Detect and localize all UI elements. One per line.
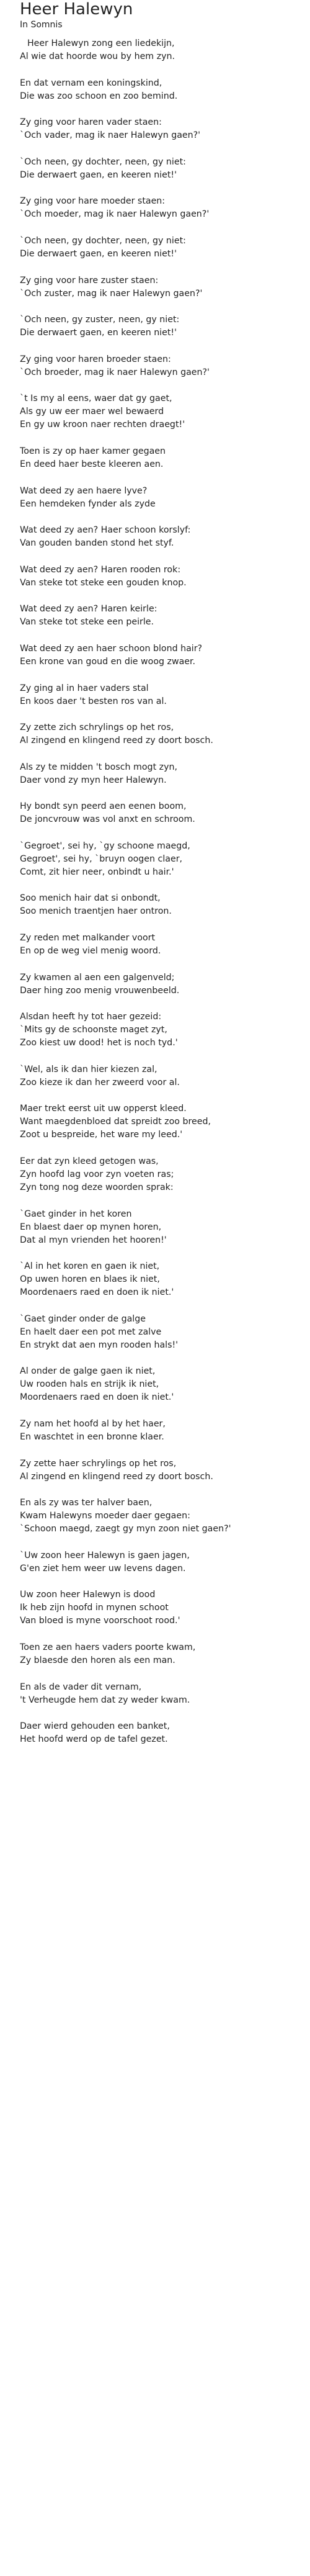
stanza: [20, 235, 310, 261]
poem-line: Al zingend en klingend reed zy doort bosch.: [20, 1471, 213, 1482]
poem-line: Die derwaert gaen, en keeren niet!': [20, 328, 177, 338]
poem-line: `t Is my al eens, waer dat gy gaet,: [20, 394, 172, 404]
poem-line: Zy ging voor hare moeder staen:: [20, 196, 166, 207]
stanza: [20, 77, 310, 103]
poem-body: [20, 37, 310, 1746]
poem-line: Een hemdeken fynder als zyde: [20, 498, 156, 509]
stanza: [20, 642, 310, 669]
poem-line: Als zy te midden 't bosch mogt zyn,: [20, 762, 177, 772]
poem-line: Zy zette haer schrylings op het ros,: [20, 1458, 177, 1469]
poem-line: Het hoofd werd op de tafel gezet.: [20, 1734, 168, 1745]
poem-line: Die derwaert gaen, en keeren niet!': [20, 248, 177, 259]
poem-line: Ik heb zijn hoofd in mynen schoot: [20, 1603, 169, 1613]
poem-line: `Wel, als ik dan hier kiezen zal,: [20, 1064, 157, 1074]
poem-line: `Gegroet', sei hy, `gy schoone maegd,: [20, 840, 190, 851]
stanza: [20, 1497, 310, 1536]
poem-line: Toen is zy op haer kamer gegaen: [20, 446, 166, 456]
poem-line: Zy ging voor hare zuster staen:: [20, 275, 159, 286]
poem-line: Heer Halewyn zong een liedekijn,: [27, 38, 175, 48]
stanza: [20, 156, 310, 182]
stanza: [20, 682, 310, 708]
poem-line: Daer vond zy myn heer Halewyn.: [20, 775, 167, 785]
poem-line: Al onder de galge gaen ik niet,: [20, 1366, 156, 1377]
poem-line: Al wie dat hoorde wou by hem zyn.: [20, 52, 175, 61]
poem-line: Zy blaesde den horen als een man.: [20, 1655, 175, 1665]
poem-line: Gegroet', sei hy, `bruyn oogen claer,: [20, 853, 183, 864]
poem-line: En koos daer 't besten ros van al.: [20, 696, 167, 706]
stanza: [20, 603, 310, 629]
poem-line: Alsdan heeft hy tot haer gezeid:: [20, 1012, 162, 1022]
poem-line: Zy ging voor haren vader staen:: [20, 117, 162, 128]
poem-line: Die was zoo schoon en zoo bemind.: [20, 91, 178, 101]
poem-line: `Och vader, mag ik naer Halewyn gaen?': [20, 130, 201, 141]
poem-line: En gy uw kroon naer rechten draegt!': [20, 420, 185, 430]
stanza: [20, 971, 310, 998]
poem-line: En als zy was ter halver baen,: [20, 1498, 153, 1508]
stanza: [20, 1155, 310, 1194]
poem-line: `Gaet ginder in het koren: [20, 1209, 132, 1219]
poem-line: En dat vernam een koningskind,: [20, 78, 162, 88]
poem-line: Toen ze aen haers vaders poorte kwam,: [20, 1642, 196, 1652]
poem-title: Heer Halewyn: [20, 0, 133, 19]
poem-line: En blaest daer op mynen horen,: [20, 1222, 162, 1232]
poem-line: `Och neen, gy zuster, neen, gy niet:: [20, 315, 180, 325]
stanza: [20, 1641, 310, 1667]
stanza: [20, 1457, 310, 1484]
poem-line: `Al in het koren en gaen ik niet,: [20, 1261, 160, 1272]
poem-line: Daer wierd gehouden een banket,: [20, 1721, 170, 1732]
stanza: [20, 37, 310, 63]
stanza: [20, 932, 310, 958]
poem-line: Wat deed zy aen haere lyve?: [20, 485, 148, 496]
poem-line: Van steke tot steke een gouden knop.: [20, 577, 187, 588]
poem-line: `Och neen, gy dochter, neen, gy niet:: [20, 156, 186, 167]
poem-line: Zy kwamen al aen een galgenveld;: [20, 972, 175, 983]
poem-line: Dat al myn vrienden het hooren!': [20, 1235, 167, 1245]
poem-line: Uw zoon heer Halewyn is dood: [20, 1590, 156, 1600]
poem-line: Zoot u bespreide, het ware my leed.': [20, 1130, 183, 1140]
stanza: [20, 892, 310, 918]
stanza: [20, 524, 310, 550]
poem-line: En waschtet in een bronne klaer.: [20, 1432, 164, 1442]
poem-line: Moordenaers raed en doen ik niet.': [20, 1287, 174, 1298]
poem-line: Zy reden met malkander voort: [20, 933, 156, 943]
poem-line: G'en ziet hem weer uw levens dagen.: [20, 1563, 186, 1574]
poem-line: En haelt daer een pot met zalve: [20, 1326, 162, 1337]
poem-line: Al zingend en klingend reed zy doort bosch.: [20, 736, 213, 746]
stanza: [20, 1681, 310, 1707]
poem-line: `Mits gy de schoonste maget zyt,: [20, 1025, 167, 1035]
poem-line: Zy ging voor haren broeder staen:: [20, 354, 171, 364]
stanza: [20, 1418, 310, 1444]
poem-line: Want maegdenbloed dat spreidt zoo breed,: [20, 1117, 211, 1127]
poem-line: Van bloed is myne voorschoot rood.': [20, 1616, 180, 1626]
poem-line: Kwam Halewyns moeder daer gegaen:: [20, 1511, 190, 1521]
poem-line: Wat deed zy aen? Haren keirle:: [20, 604, 157, 615]
poem-line: Daer hing zoo menig vrouwenbeeld.: [20, 985, 180, 996]
poem-line: Zyn hoofd lag voor zyn voeten ras;: [20, 1169, 174, 1180]
stanza: [20, 1365, 310, 1404]
poem-line: `Och moeder, mag ik naer Halewyn gaen?': [20, 209, 210, 220]
stanza: [20, 564, 310, 590]
stanza: [20, 485, 310, 511]
stanza: [20, 1011, 310, 1050]
poem-source: In Somnis: [20, 20, 63, 30]
poem-line: Wat deed zy aen? Haer schoon korslyf:: [20, 525, 191, 536]
stanza: [20, 1260, 310, 1299]
poem-line: Van gouden banden stond het styf.: [20, 538, 174, 549]
poem-line: Zyn tong nog deze woorden sprak:: [20, 1182, 174, 1193]
poem-line: Wat deed zy aen? Haren rooden rok:: [20, 564, 181, 575]
poem-line: Zy nam het hoofd al by het haer,: [20, 1419, 166, 1429]
poem-line: Maer trekt eerst uit uw opperst kleed.: [20, 1104, 187, 1114]
stanza: [20, 445, 310, 471]
stanza: [20, 800, 310, 826]
poem-line: De joncvrouw was vol anxt en schroom.: [20, 814, 195, 825]
poem-line: Moordenaers raed en doen ik niet.': [20, 1392, 174, 1403]
stanza: [20, 1208, 310, 1247]
stanza: [20, 1720, 310, 1746]
poem-line: Uw rooden hals en strijk ik niet,: [20, 1379, 159, 1390]
poem-line: Zy ging al in haer vaders stal: [20, 683, 149, 693]
poem-line: Zoo kieze ik dan her zweerd voor al.: [20, 1077, 180, 1088]
poem-line: 't Verheugde hem dat zy weder kwam.: [20, 1695, 190, 1705]
poem-line: Comt, zit hier neer, onbindt u hair.': [20, 867, 174, 877]
poem-line: Van steke tot steke een peirle.: [20, 617, 154, 628]
poem-line: Die derwaert gaen, en keeren niet!': [20, 169, 177, 180]
stanza: [20, 1063, 310, 1089]
poem-line: En op de weg viel menig woord.: [20, 946, 161, 957]
stanza: [20, 1313, 310, 1352]
poem-line: Wat deed zy aen haer schoon blond hair?: [20, 643, 203, 654]
poem-line: Eer dat zyn kleed getogen was,: [20, 1156, 159, 1167]
stanza: [20, 1549, 310, 1575]
stanza: [20, 1588, 310, 1628]
stanza: [20, 1102, 310, 1142]
poem-line: `Och broeder, mag ik naer Halewyn gaen?': [20, 367, 210, 377]
poem-line: Soo menich traentjen haer ontron.: [20, 906, 172, 917]
stanza: [20, 353, 310, 379]
poem-line: Zy zette zich schrylings op het ros,: [20, 723, 174, 733]
stanza: [20, 840, 310, 879]
stanza: [20, 761, 310, 787]
poem-line: Een kronе van goud en die woog zwaer.: [20, 656, 196, 667]
poem-line: `Schoon maegd, zaegt gy myn zoon niet gaen?': [20, 1524, 231, 1534]
stanza: [20, 274, 310, 300]
poem-line: En strykt dat aen myn rooden hals!': [20, 1340, 179, 1350]
poem-line: Zoo kiest uw dood! het is noch tyd.': [20, 1038, 178, 1048]
poem-line: Soo menich hair dat si onbondt,: [20, 893, 161, 904]
stanza: [20, 392, 310, 431]
stanza: [20, 721, 310, 747]
stanza: [20, 116, 310, 142]
poem-line: `Och zuster, mag ik naer Halewyn gaen?': [20, 288, 203, 299]
poem-line: `Gaet ginder onder de galge: [20, 1313, 146, 1324]
poem-line: Op uwen horen en blaes ik niet,: [20, 1274, 160, 1285]
poem-line: `Och neen, gy dochter, neen, gy niet:: [20, 235, 186, 246]
stanza: [20, 313, 310, 340]
stanza: [20, 195, 310, 221]
poem-line: Hy bondt syn peerd aen eenen boom,: [20, 801, 187, 812]
poem-line: `Uw zoon heer Halewyn is gaen jagen,: [20, 1550, 190, 1560]
poem-line: En als de vader dit vernam,: [20, 1682, 142, 1692]
poem-line: En deed haer beste kleeren aen.: [20, 459, 164, 469]
poem-line: Als gy uw eer maer wel bewaerd: [20, 407, 164, 417]
